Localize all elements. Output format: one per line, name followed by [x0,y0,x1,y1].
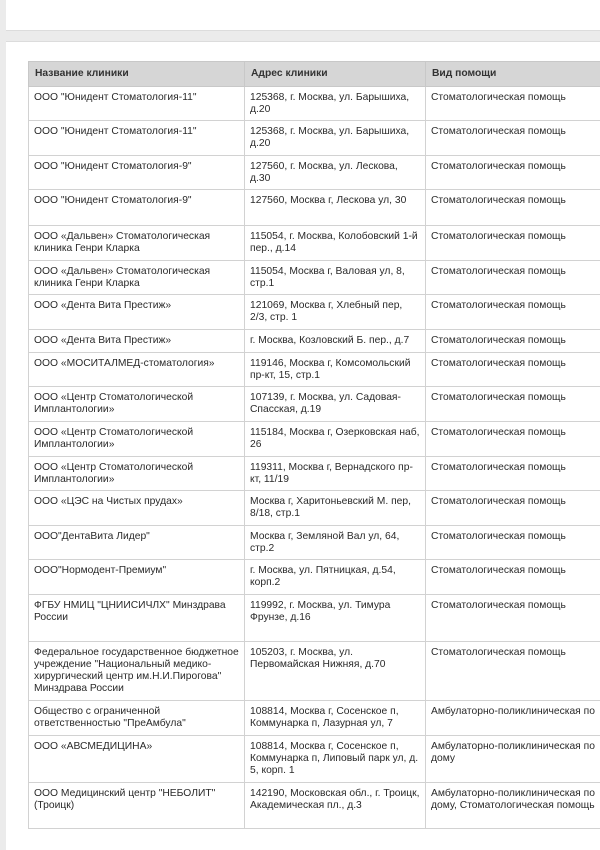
service-type-cell: Амбулаторно-поликлиническая по дому, Стоматологическая помощь [426,783,600,829]
service-type-cell: Стоматологическая помощь [426,121,600,156]
service-type-cell: Стоматологическая помощь [426,295,600,330]
column-header-clinic-name: Название клиники [29,62,245,87]
clinic-address-cell: 121069, Москва г, Хлебный пер, 2/3, стр. 1 [245,295,426,330]
clinic-name-cell: ООО «Дальвен» Стоматологическая клиника Генри Кларка [29,261,245,295]
service-type-cell: Стоматологическая помощь [426,642,600,701]
table-row [29,560,600,595]
clinic-list-panel [6,41,600,850]
clinic-address-cell: 125368, г. Москва, ул. Барышиха, д.20 [245,121,426,156]
table-row [29,330,600,353]
service-type-cell: Стоматологическая помощь [426,156,600,190]
clinic-name-cell: ФГБУ НМИЦ "ЦНИИСИЧЛХ" Минздрава России [29,595,245,642]
table-row [29,422,600,457]
table-row [29,295,600,330]
top-panel [6,0,600,31]
clinic-address-cell: 108814, Москва г, Сосенское п, Коммунарка п, Лазурная ул, 7 [245,701,426,736]
clinic-name-cell: ООО «Центр Стоматологической Имплантологии» [29,387,245,422]
clinic-address-cell: 127560, г. Москва, ул. Лескова, д.30 [245,156,426,190]
service-type-cell: Амбулаторно-поликлиническая по [426,701,600,736]
table-row [29,595,600,642]
clinic-address-cell: 115054, Москва г, Валовая ул, 8, стр.1 [245,261,426,295]
clinic-address-cell: 115184, Москва г, Озерковская наб, 26 [245,422,426,457]
clinic-address-cell: 115054, г. Москва, Колобовский 1-й пер., д.14 [245,226,426,261]
clinic-address-cell: 142190, Московская обл., г. Троицк, Академическая пл., д.3 [245,783,426,829]
table-row [29,642,600,701]
table-row [29,783,600,829]
table-row [29,736,600,783]
table-row [29,491,600,526]
clinic-name-cell: ООО «АВСМЕДИЦИНА» [29,736,245,783]
clinic-address-cell: 125368, г. Москва, ул. Барышиха, д.20 [245,87,426,121]
clinic-name-cell: ООО"ДентаВита Лидер" [29,526,245,560]
clinic-address-cell: 127560, Москва г, Лескова ул, 30 [245,190,426,226]
clinic-address-cell: Москва г, Земляной Вал ул, 64, стр.2 [245,526,426,560]
clinic-name-cell: ООО «Центр Стоматологической Имплантологии» [29,457,245,491]
column-header-service-type: Вид помощи [426,62,600,87]
clinic-name-cell: ООО"Нормодент-Премиум" [29,560,245,595]
table-row [29,121,600,156]
table-row [29,87,600,121]
clinic-name-cell: ООО Медицинский центр "НЕБОЛИТ"(Троицк) [29,783,245,829]
service-type-cell: Стоматологическая помощь [426,595,600,642]
service-type-cell: Стоматологическая помощь [426,491,600,526]
clinic-name-cell: ООО "Юнидент Стоматология-11" [29,87,245,121]
service-type-cell: Стоматологическая помощь [426,226,600,261]
service-type-cell: Стоматологическая помощь [426,261,600,295]
table-row [29,353,600,387]
service-type-cell: Стоматологическая помощь [426,190,600,226]
clinic-address-cell: 119146, Москва г, Комсомольский пр-кт, 15, стр.1 [245,353,426,387]
clinic-address-cell: 108814, Москва г, Сосенское п, Коммунарка п, Липовый парк ул, д. 5, корп. 1 [245,736,426,783]
service-type-cell: Стоматологическая помощь [426,387,600,422]
table-row [29,701,600,736]
service-type-cell: Стоматологическая помощь [426,330,600,353]
table-row [29,190,600,226]
service-type-cell: Амбулаторно-поликлиническая по дому [426,736,600,783]
service-type-cell: Стоматологическая помощь [426,526,600,560]
clinic-name-cell: ООО «Центр Стоматологической Имплантологии» [29,422,245,457]
clinic-name-cell: Общество с ограниченной ответственностью "ПреАмбула" [29,701,245,736]
service-type-cell: Стоматологическая помощь [426,457,600,491]
clinic-name-cell: ООО «Дента Вита Престиж» [29,295,245,330]
service-type-cell: Стоматологическая помощь [426,353,600,387]
clinic-name-cell: ООО «ЦЭС на Чистых прудах» [29,491,245,526]
table-row [29,156,600,190]
clinic-name-cell: Федеральное государственное бюджетное учреждение "Национальный медико-хирургический центр им.Н.И.Пирогова" Минздрава России [29,642,245,701]
clinic-address-cell: 119992, г. Москва, ул. Тимура Фрунзе, д.16 [245,595,426,642]
clinic-name-cell: ООО «Дента Вита Престиж» [29,330,245,353]
service-type-cell: Стоматологическая помощь [426,560,600,595]
clinic-address-cell: 107139, г. Москва, ул. Садовая-Спасская, д.19 [245,387,426,422]
table-row [29,261,600,295]
table-body [29,87,600,829]
clinic-address-cell: г. Москва, ул. Пятницкая, д.54, корп.2 [245,560,426,595]
table-row [29,226,600,261]
table-header-row [29,62,600,87]
clinic-name-cell: ООО "Юнидент Стоматология-11" [29,121,245,156]
clinic-address-cell: 119311, Москва г, Вернадского пр-кт, 11/19 [245,457,426,491]
clinic-address-cell: г. Москва, Козловский Б. пер., д.7 [245,330,426,353]
table-row [29,526,600,560]
table-row [29,457,600,491]
clinic-table [28,61,600,829]
table-row [29,387,600,422]
service-type-cell: Стоматологическая помощь [426,87,600,121]
clinic-address-cell: 105203, г. Москва, ул. Первомайская Нижняя, д.70 [245,642,426,701]
clinic-name-cell: ООО «МОСИТАЛМЕД-стоматология» [29,353,245,387]
clinic-name-cell: ООО "Юнидент Стоматология-9" [29,156,245,190]
clinic-name-cell: ООО "Юнидент Стоматология-9" [29,190,245,226]
clinic-address-cell: Москва г, Харитоньевский М. пер, 8/18, стр.1 [245,491,426,526]
service-type-cell: Стоматологическая помощь [426,422,600,457]
clinic-name-cell: ООО «Дальвен» Стоматологическая клиника Генри Кларка [29,226,245,261]
column-header-clinic-address: Адрес клиники [245,62,426,87]
